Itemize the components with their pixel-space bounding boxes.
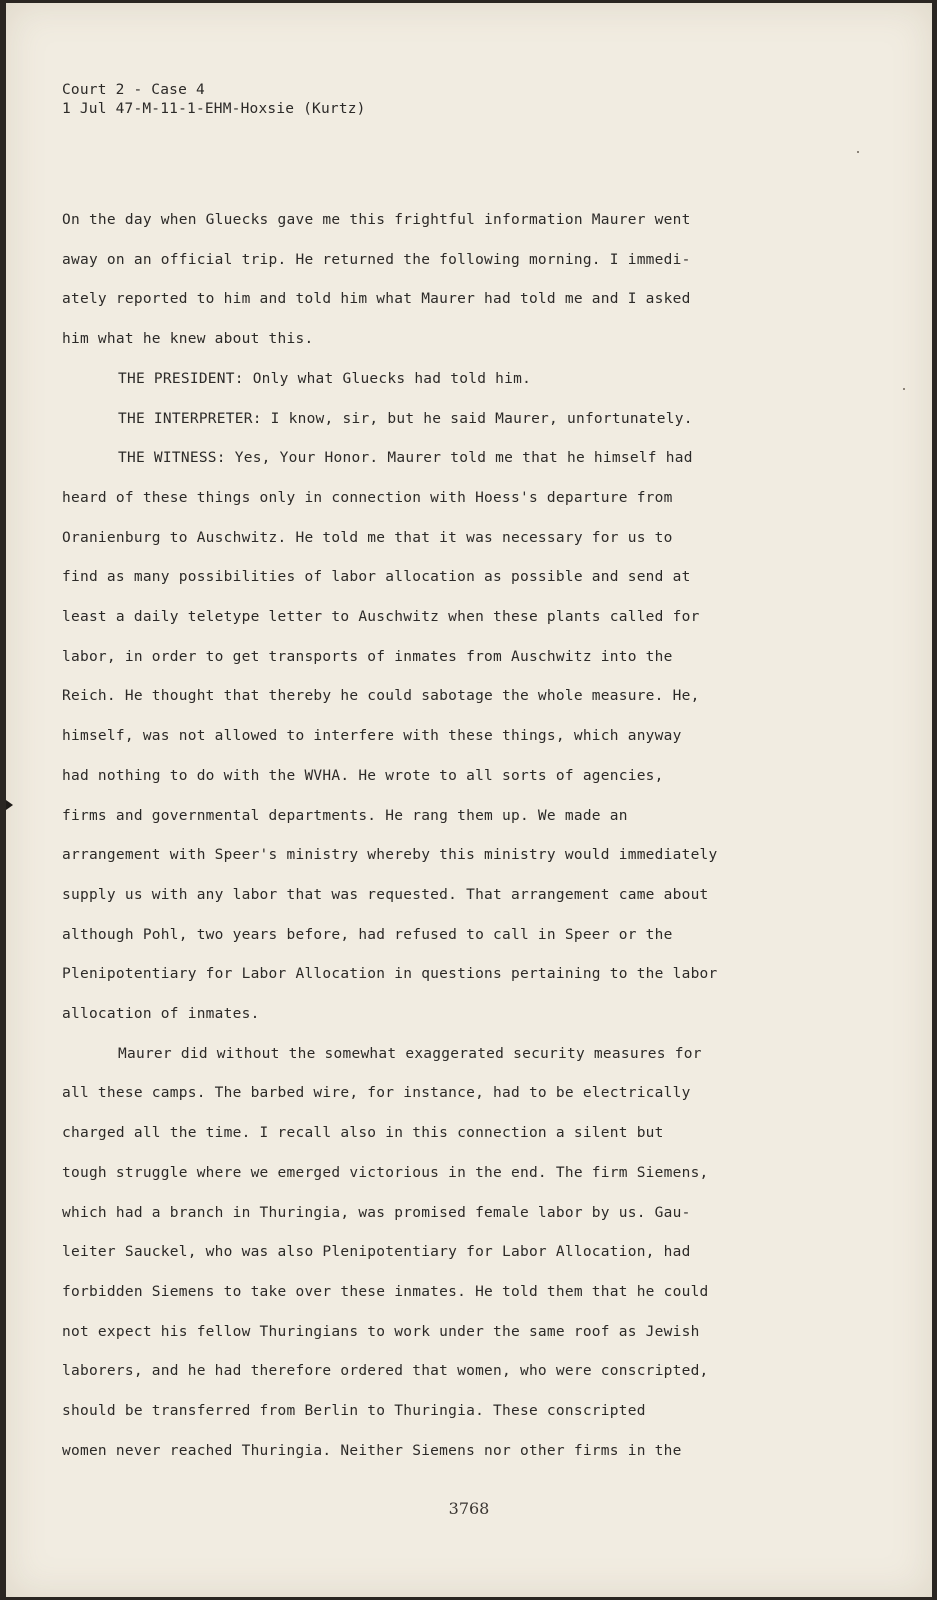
- transcript-line: not expect his fellow Thuringians to work under the same roof as Jewish: [62, 1323, 700, 1340]
- transcript-line: all these camps. The barbed wire, for instance, had to be electrically: [62, 1085, 691, 1102]
- transcript-line: find as many possibilities of labor allocation as possible and send at: [62, 569, 691, 586]
- transcript-line: leiter Sauckel, who was also Plenipotentiary for Labor Allocation, had: [62, 1244, 691, 1261]
- transcript-line: THE PRESIDENT: Only what Gluecks had told him.: [118, 370, 532, 387]
- transcript-line: which had a branch in Thuringia, was promised female labor by us. Gau-: [62, 1204, 691, 1221]
- paper-speck: [857, 151, 859, 153]
- case-header-line-1: Court 2 - Case 4: [62, 82, 205, 98]
- transcript-line: Maurer did without the somewhat exaggerated security measures for: [118, 1045, 702, 1062]
- transcript-line: least a daily teletype letter to Auschwitz when these plants called for: [62, 609, 700, 626]
- transcript-line: away on an official trip. He returned the following morning. I immedi-: [62, 251, 691, 268]
- transcript-line: THE INTERPRETER: I know, sir, but he said Maurer, unfortunately.: [118, 410, 693, 427]
- transcript-line: arrangement with Speer's ministry whereby this ministry would immediately: [62, 847, 718, 864]
- transcript-body: [62, 201, 852, 1472]
- margin-arrow-mark: [6, 800, 13, 810]
- transcript-line: ately reported to him and told him what Maurer had told me and I asked: [62, 291, 691, 308]
- transcript-line: tough struggle where we emerged victorious in the end. The firm Siemens,: [62, 1164, 709, 1181]
- transcript-line: Reich. He thought that thereby he could sabotage the whole measure. He,: [62, 688, 700, 705]
- transcript-line: charged all the time. I recall also in this connection a silent but: [62, 1125, 664, 1142]
- transcript-line: had nothing to do with the WVHA. He wrote to all sorts of agencies,: [62, 767, 664, 784]
- transcript-line: himself, was not allowed to interfere with these things, which anyway: [62, 728, 682, 745]
- paper-speck: [903, 388, 905, 390]
- transcript-line: Plenipotentiary for Labor Allocation in questions pertaining to the labor: [62, 966, 718, 983]
- transcript: [62, 81, 852, 1472]
- transcript-line: women never reached Thuringia. Neither Siemens nor other firms in the: [62, 1442, 682, 1459]
- transcript-line: should be transferred from Berlin to Thuringia. These conscripted: [62, 1403, 646, 1420]
- transcript-line: supply us with any labor that was requested. That arrangement came about: [62, 886, 709, 903]
- document-page: [6, 3, 932, 1597]
- transcript-line: On the day when Gluecks gave me this frightful information Maurer went: [62, 212, 691, 228]
- transcript-line: laborers, and he had therefore ordered that women, who were conscripted,: [62, 1363, 709, 1380]
- transcript-line: THE WITNESS: Yes, Your Honor. Maurer told me that he himself had: [118, 450, 693, 467]
- transcript-line: although Pohl, two years before, had refused to call in Speer or the: [62, 926, 673, 943]
- transcript-line: labor, in order to get transports of inmates from Auschwitz into the: [62, 648, 673, 665]
- transcript-line: him what he knew about this.: [62, 331, 314, 348]
- transcript-line: firms and governmental departments. He rang them up. We made an: [62, 807, 628, 824]
- transcript-line: allocation of inmates.: [62, 1006, 260, 1023]
- case-header-line-2: 1 Jul 47-M-11-1-EHM-Hoxsie (Kurtz): [62, 101, 366, 117]
- transcript-line: heard of these things only in connection with Hoess's departure from: [62, 489, 673, 506]
- transcript-line: Oranienburg to Auschwitz. He told me that it was necessary for us to: [62, 529, 673, 546]
- transcript-line: forbidden Siemens to take over these inmates. He told them that he could: [62, 1283, 709, 1300]
- page-number: 3768: [448, 1499, 490, 1518]
